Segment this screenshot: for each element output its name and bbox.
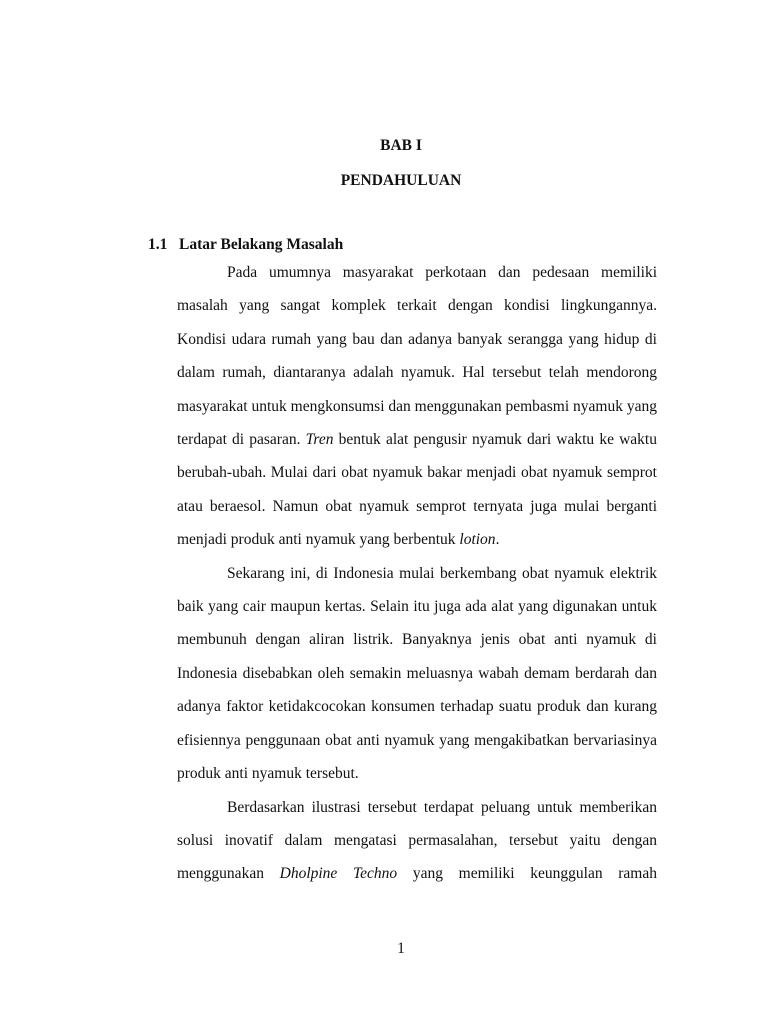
chapter-number: BAB I	[380, 137, 422, 154]
paragraph-1-part-a: Pada umumnya masyarakat perkotaan dan pedesaan memiliki masalah yang sangat komplek terkait dengan kondisi lingkungannya. Kondisi udara rumah yang bau dan adanya banyak serangga yang hidup di dalam rumah, diantaranya adalah nyamuk. Hal tersebut telah mendorong masyarakat untuk mengkonsumsi dan menggunakan pembasmi nyamuk yang terdapat di pasaran.	[177, 264, 657, 449]
section-heading	[148, 236, 343, 254]
chapter-title: PENDAHULUAN	[340, 172, 462, 189]
paragraph-1-italic-tren: Tren	[305, 431, 334, 449]
paragraph-3-italic-product: Dholpine Techno	[279, 865, 398, 883]
section-title: Latar Belakang Masalah	[179, 236, 344, 253]
paragraph-1	[177, 256, 657, 557]
paragraph-3	[177, 791, 657, 891]
paragraph-1-part-b: bentuk alat pengusir nyamuk dari waktu ke waktu berubah-ubah. Mulai dari obat nyamuk bakar menjadi obat nyamuk semprot atau beraesol. Namun obat nyamuk semprot ternyata juga mulai berganti menjadi produk anti nyamuk yang berbentuk	[177, 431, 657, 549]
paragraph-3-part-b: yang memiliki keunggulan ramah	[397, 865, 657, 883]
page-number: 1	[397, 940, 405, 957]
paragraph-1-part-c: .	[495, 531, 500, 549]
paragraph-2: Sekarang ini, di Indonesia mulai berkembang obat nyamuk elektrik baik yang cair maupun kertas. Selain itu juga ada alat yang digunakan untuk membunuh dengan aliran listrik. Banyaknya jenis obat anti nyamuk di Indonesia disebabkan oleh semakin meluasnya wabah demam berdarah dan adanya faktor ketidakcocokan konsumen terhadap suatu produk dan kurang efisiennya penggunaan obat anti nyamuk yang mengakibatkan bervariasinya produk anti nyamuk tersebut.	[177, 564, 657, 783]
paragraph-1-italic-lotion: lotion	[459, 531, 496, 549]
body-text	[177, 256, 657, 891]
section-number: 1.1	[148, 236, 168, 253]
paragraph-3-part-a: Berdasarkan ilustrasi tersebut terdapat peluang untuk memberikan solusi inovatif dalam mengatasi permasalahan, tersebut yaitu dengan menggunakan	[177, 798, 657, 883]
